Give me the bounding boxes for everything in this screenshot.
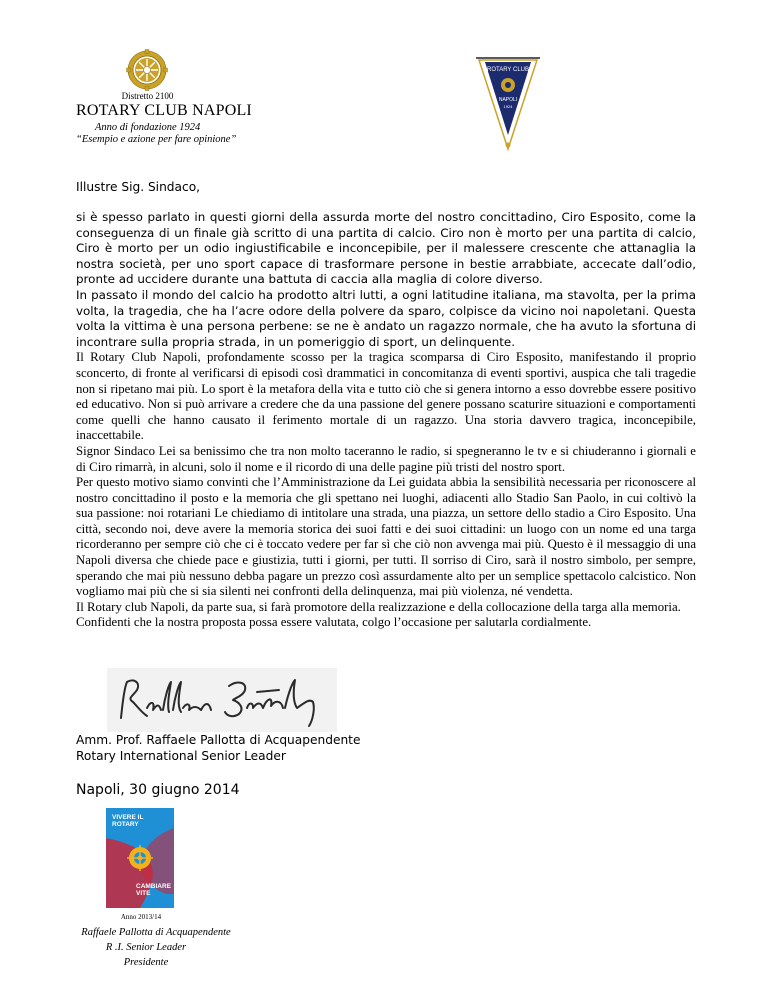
- club-pennant: [473, 55, 543, 151]
- signer-name: Amm. Prof. Raffaele Pallotta di Acquapendente: [76, 733, 361, 747]
- president-name: Raffaele Pallotta di Acquapendente: [81, 927, 231, 938]
- rotary-theme-logo: [106, 808, 174, 908]
- district-label: Distretto 2100: [121, 91, 174, 101]
- letter-body: [76, 210, 696, 631]
- paragraph: Il Rotary club Napoli, da parte sua, si farà promotore della realizzazione e della collocazione della targa alla memoria.: [76, 599, 681, 614]
- letter-greeting: Illustre Sig. Sindaco,: [76, 180, 201, 194]
- paragraph: Signor Sindaco Lei sa benissimo che tra non molto taceranno le radio, si spegneranno le tv e si chiuderanno i giornali e di Ciro rimarrà, in alcuni, solo il nome e il ricordo di una delle pagine più tristi del nostro sport.: [76, 443, 696, 474]
- handwritten-signature: [107, 668, 337, 732]
- paragraph: si è spesso parlato in questi giorni della assurda morte del nostro concittadino, Ciro Esposito, come la conseguenza di un finale già scritto di una partita di calcio. Ciro non è morto per una partita di calcio, Ciro è morto per un odio ingiustificabile e inconcepibile, per il malessere crescente che attanaglia la nostra società, per uno sport capace di trasformare persone in bestie arrabbiate, accecate dall’odio, pronte ad uccidere durante una battuta di caccia alla maglia di colore diverso.: [76, 210, 696, 287]
- badge-top-text-2: ROTARY: [112, 821, 139, 828]
- paragraph: Il Rotary Club Napoli, profondamente scosso per la tragica scomparsa di Ciro Esposito, manifestando il proprio sconcerto, di fronte al verificarsi di episodi così drammatici in concomitanza di eventi sportivi, auspica che tali tragedie non si ripetano mai più. Lo sport è la metafora della vita e tutto ciò che si genera intorno a esso dovrebbe essere positivo ed educativo. Non si può arrivare a credere che da una passione del genere possano scaturire situazioni e comportamenti come quelli che hanno causato il ferimento mortale di un ragazzo. Una storia davvero tragica, inconcepibile, inaccettabile.: [76, 350, 696, 443]
- signer-block: [76, 733, 360, 764]
- paragraph: Confidenti che la nostra proposta possa essere valutata, colgo l’occasione per salutarla cordialmente.: [76, 615, 592, 630]
- signer-role: Rotary International Senior Leader: [76, 748, 286, 763]
- pennant-text-3: 1924: [503, 104, 513, 109]
- rotary-wheel-logo: [126, 49, 168, 91]
- pennant-text-1: ROTARY CLUB: [486, 67, 530, 73]
- founded-year: Anno di fondazione 1924: [95, 122, 201, 133]
- badge-bottom-text-1: CAMBIARE: [136, 883, 172, 890]
- paragraph: Per questo motivo siamo convinti che l’Amministrazione da Lei guidata abbia la sensibilità necessaria per riconoscere al nostro concittadino il posto e la memoria che gli spettano nei luoghi, adiacenti allo Stadio San Paolo, in cui coltivò la sua passione: noi rotariani Le chiediamo di intitolare una strada, una piazza, un settore dello stadio a Ciro Esposito. Una città, secondo noi, deve avere la memoria storica dei suoi fatti e dei suoi cittadini: un luogo con un nome ed una targa ricorderanno per sempre ciò che ci è toccato vedere per far sì che ciò non avvenga mai più. Questo è il messaggio di una Napoli diversa che chiede pace e giustizia, tutti i giorni, per tutti. Il sorriso di Ciro, sarà il nostro simbolo, per sempre, sperando che mai più nessuno debba pagare un prezzo così assurdamente alto per un semplice spettacolo calcistico. Non vogliamo mai più che si sia silenti nei confronti della delinquenza, mai più violenza, né vendetta.: [76, 475, 696, 599]
- paragraph: In passato il mondo del calcio ha prodotto altri lutti, a ogni latitudine italiana, ma stavolta, per la prima volta, la tragedia, che ha l’acre odore della polvere da sparo, colpisce da vicino noi napoletani. Questa volta la vittima è una persona perbene: se ne è andato un ragazzo normale, che ha avuto la sfortuna di incontrare sulla propria strada, in un pomeriggio di sport, un delinquente.: [76, 287, 696, 349]
- badge-bottom-text-2: VITE: [136, 890, 151, 897]
- letter-sans-block: [76, 210, 696, 350]
- pennant-text-2: NAPOLI: [498, 97, 518, 103]
- club-motto: “Esempio e azione per fare opinione”: [76, 134, 237, 145]
- club-name: ROTARY CLUB NAPOLI: [76, 102, 252, 119]
- rotary-year: Anno 2013/14: [120, 913, 162, 921]
- letter-date: Napoli, 30 giugno 2014: [76, 782, 240, 798]
- badge-top-text-1: VIVERE IL: [112, 814, 144, 821]
- letter-serif-block: [76, 350, 696, 631]
- president-role: R .I. Senior Leader: [105, 942, 187, 953]
- president-title: Presidente: [123, 957, 169, 968]
